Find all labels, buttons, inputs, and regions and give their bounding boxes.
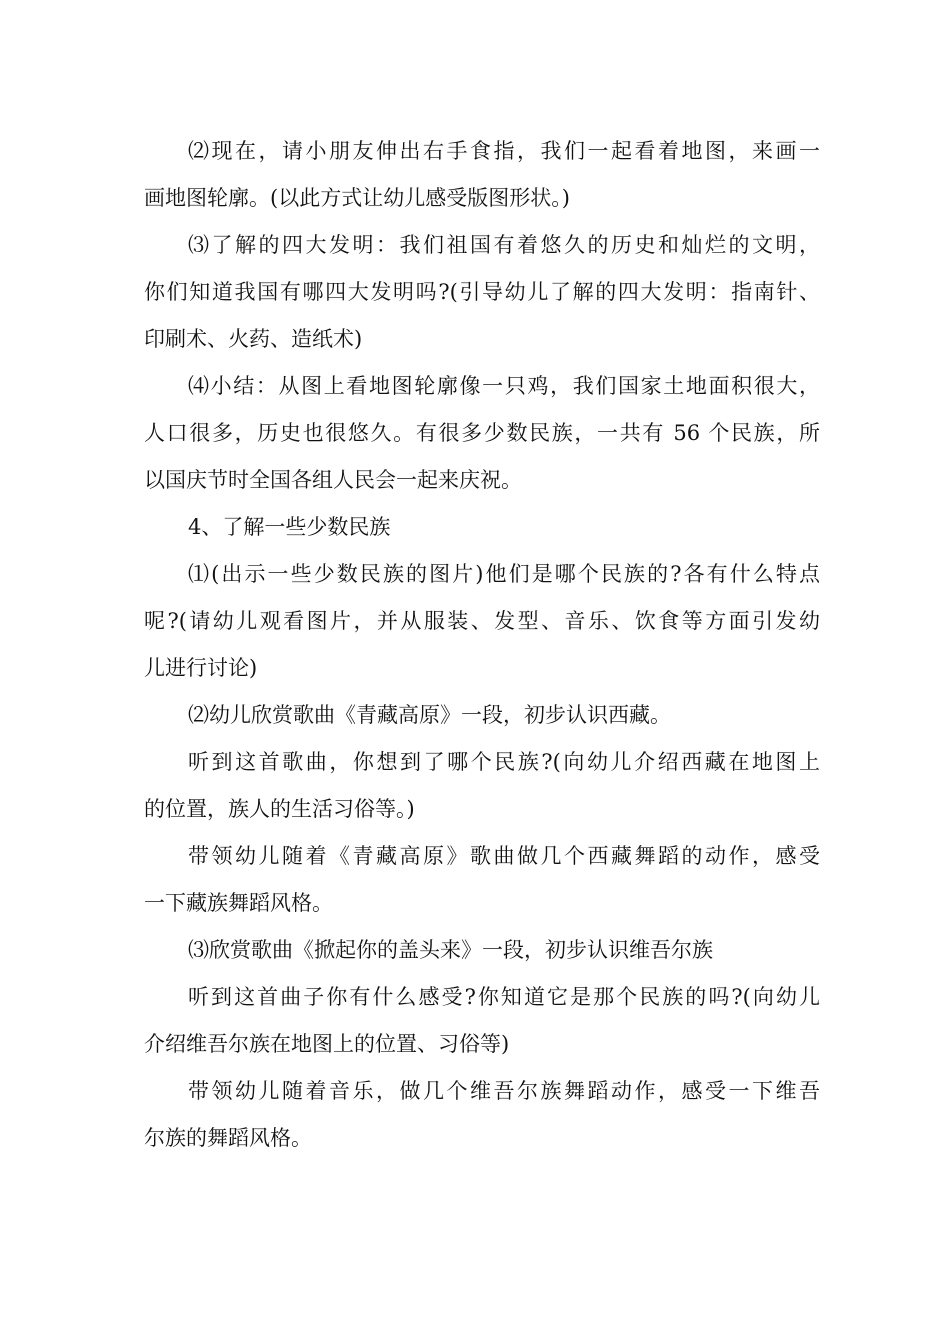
text-line: ⑵幼儿欣赏歌曲《青藏高原》一段，初步认识西藏。 [188,703,671,727]
text-line: ⑵现在，请小朋友伸出右手食指，我们一起看着地图，来画一 [188,139,820,163]
text-line: ⑶欣赏歌曲《掀起你的盖头来》一段，初步认识维吾尔族 [188,938,713,962]
text-line: 的位置，族人的生活习俗等。) [144,797,415,821]
paragraph-four-inventions [144,222,820,363]
text-line: ⑷小结：从图上看地图轮廓像一只鸡，我们国家土地面积很大， [188,374,820,398]
text-line: 人口很多，历史也很悠久。有很多少数民族，一共有 56 个民族，所 [144,421,820,445]
paragraph-show-pictures [144,551,820,692]
text-line: 听到这首歌曲，你想到了哪个民族?(向幼儿介绍西藏在地图上 [188,750,820,774]
text-line: 尔族的舞蹈风格。 [144,1126,312,1150]
text-line: 介绍维吾尔族在地图上的位置、习俗等) [144,1032,510,1056]
section-heading-ethnic-minorities [144,504,820,551]
paragraph-tibetan-dance [144,833,820,927]
text-line: ⑴(出示一些少数民族的图片)他们是哪个民族的?各有什么特点 [188,562,820,586]
paragraph-qingzang-song [144,692,820,739]
text-line: 印刷术、火药、造纸术) [144,327,363,351]
text-line: 听到这首曲子你有什么感受?你知道它是那个民族的吗?(向幼儿 [188,985,820,1009]
text-line: 你们知道我国有哪四大发明吗?(引导幼儿了解的四大发明：指南针、 [144,280,820,304]
section-heading: 4、了解一些少数民族 [188,515,391,539]
text-line: 以国庆节时全国各组人民会一起来庆祝。 [144,468,522,492]
paragraph-uyghur-question [144,974,820,1068]
text-line: 儿进行讨论) [144,656,258,680]
paragraph-summary [144,363,820,504]
text-line: 一下藏族舞蹈风格。 [144,891,333,915]
paragraph-tibet-question [144,739,820,833]
text-line: 带领幼儿随着音乐，做几个维吾尔族舞蹈动作，感受一下维吾 [188,1079,820,1103]
document-body [144,128,820,1162]
text-line: 画地图轮廓。(以此方式让幼儿感受版图形状。) [144,186,570,210]
paragraph-uyghur-dance [144,1068,820,1162]
paragraph-uyghur-song [144,927,820,974]
text-line: 带领幼儿随着《青藏高原》歌曲做几个西藏舞蹈的动作，感受 [188,844,820,868]
paragraph-draw-map-outline [144,128,820,222]
text-line: ⑶了解的四大发明：我们祖国有着悠久的历史和灿烂的文明， [188,233,820,257]
text-line: 呢?(请幼儿观看图片，并从服装、发型、音乐、饮食等方面引发幼 [144,609,820,633]
